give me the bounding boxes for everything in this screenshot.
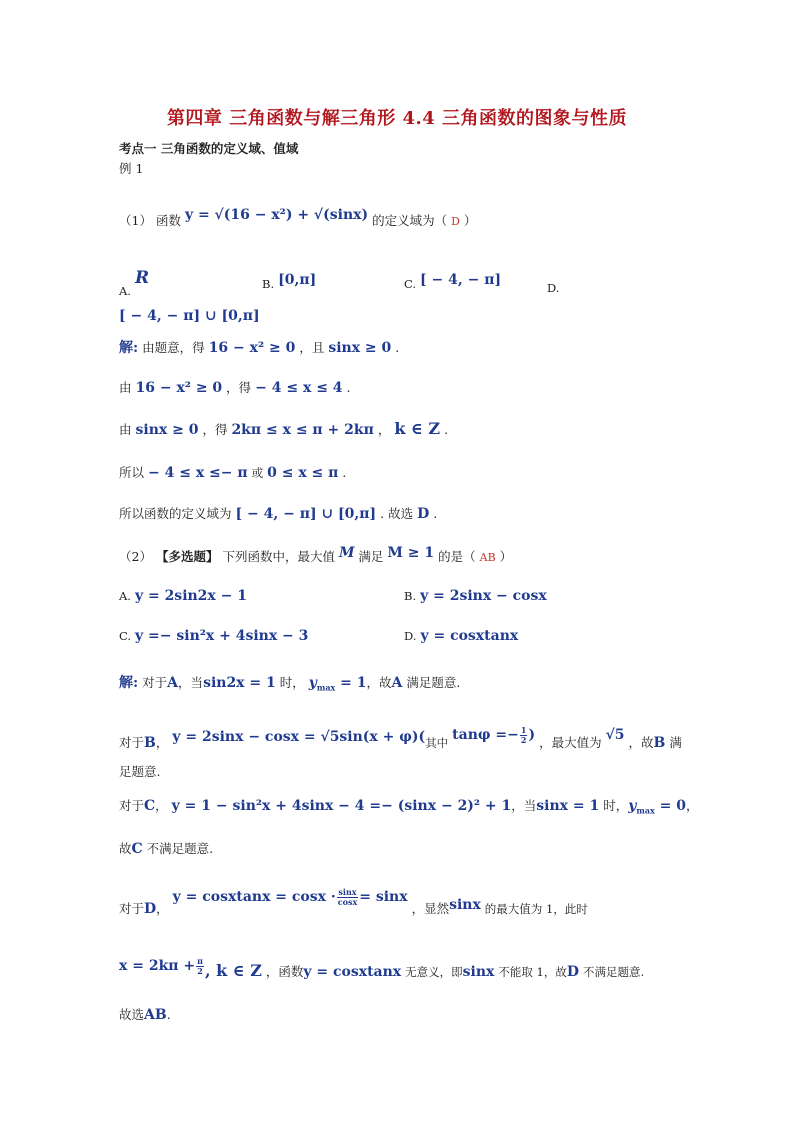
question-2: （2） 【多选题】 下列函数中，最大值 M 满足 M ≥ 1 的是（ AB ） xyxy=(119,545,513,564)
solution-1-line-3: 由 sinx ≥ 0 ，得 2kπ ≤ x ≤ π + 2kπ ， k ∈ Z . xyxy=(119,419,449,438)
section-heading: 考点一 三角函数的定义域、值域 xyxy=(119,141,299,156)
q1-option-d-value: [ − 4, − π] ∪ [0,π] xyxy=(119,308,260,324)
solution-2-line-c2: 故C 不满足题意. xyxy=(119,841,214,857)
solution-1-line-2: 由 16 − x² ≥ 0 ，得 − 4 ≤ x ≤ 4 . xyxy=(119,380,351,396)
solution-2-line-b2: 足题意. xyxy=(119,764,161,779)
q1-option-a: A. R xyxy=(119,268,150,298)
solution-1-line-5: 所以函数的定义域为 [ − 4, − π] ∪ [0,π] . 故选 D . xyxy=(119,506,438,522)
q1-option-c: C. [ − 4, − π] xyxy=(404,272,502,291)
page-title: 第四章 三角函数与解三角形 4.4 三角函数的图象与性质 xyxy=(166,108,628,129)
solution-2-line-a: 解: 对于A，当sin2x = 1 时， $y_{max} = 1$，故A 满足题意. xyxy=(119,675,461,693)
question-number: （1） xyxy=(119,213,152,228)
q2-option-c: C. y =− sin²x + 4sinx − 3 xyxy=(119,628,309,644)
q2-option-d: D. y = cosxtanx xyxy=(404,628,519,644)
answer-mark: AB xyxy=(479,551,496,564)
q1-formula: y = √(16 − x²) + √(sinx) xyxy=(184,207,369,223)
example-label: 例 1 xyxy=(119,161,144,176)
q2-option-a: A. y = 2sin2x − 1 xyxy=(119,588,247,604)
solution-2-line-c: 对于C， y = 1 − sin²x + 4sinx − 4 =− (sinx − 2)² + 1，当sinx = 1 时，$y_{max} = 0$， xyxy=(119,798,699,816)
solution-2-line-e: x = 2kπ + $\frac{\pi}{2}$ , k ∈ Z ，函数y = cosxtanx 无意义，即sinx 不能取 1，故D 不满足题意. xyxy=(119,956,645,980)
solution-2-line-d: 对于D， y = cosxtanx = cosx · $\frac{\sin x}{\cos x}$ = sinx ，显然sinx 的最大值为 1，此时 xyxy=(119,887,588,917)
q2-option-b: B. y = 2sinx − cosx xyxy=(404,588,547,604)
question-1: （1） 函数 y = √(16 − x²) + √(sinx) 的定义域为（ D ） xyxy=(119,207,477,228)
multi-choice-tag: 【多选题】 xyxy=(155,549,219,564)
answer-mark: D xyxy=(451,215,460,228)
solution-2-line-b: 对于B， y = 2sinx − cosx = √5sin(x + φ)(其中 tanφ =− $\frac{1}{2}$ ) ，最大值为 √5 ，故B 满 xyxy=(119,725,682,751)
q1-option-b: B. [0,π] xyxy=(262,272,317,291)
question-number: （2） xyxy=(119,549,152,564)
solution-2-conclusion: 故选AB. xyxy=(119,1007,171,1023)
q1-option-d-label: D. xyxy=(547,281,560,295)
solution-1-line-1: 解: 由题意，得 16 − x² ≥ 0 ，且 sinx ≥ 0 . xyxy=(119,340,400,356)
solution-1-line-4: 所以 − 4 ≤ x ≤− π 或 0 ≤ x ≤ π . xyxy=(119,465,347,481)
